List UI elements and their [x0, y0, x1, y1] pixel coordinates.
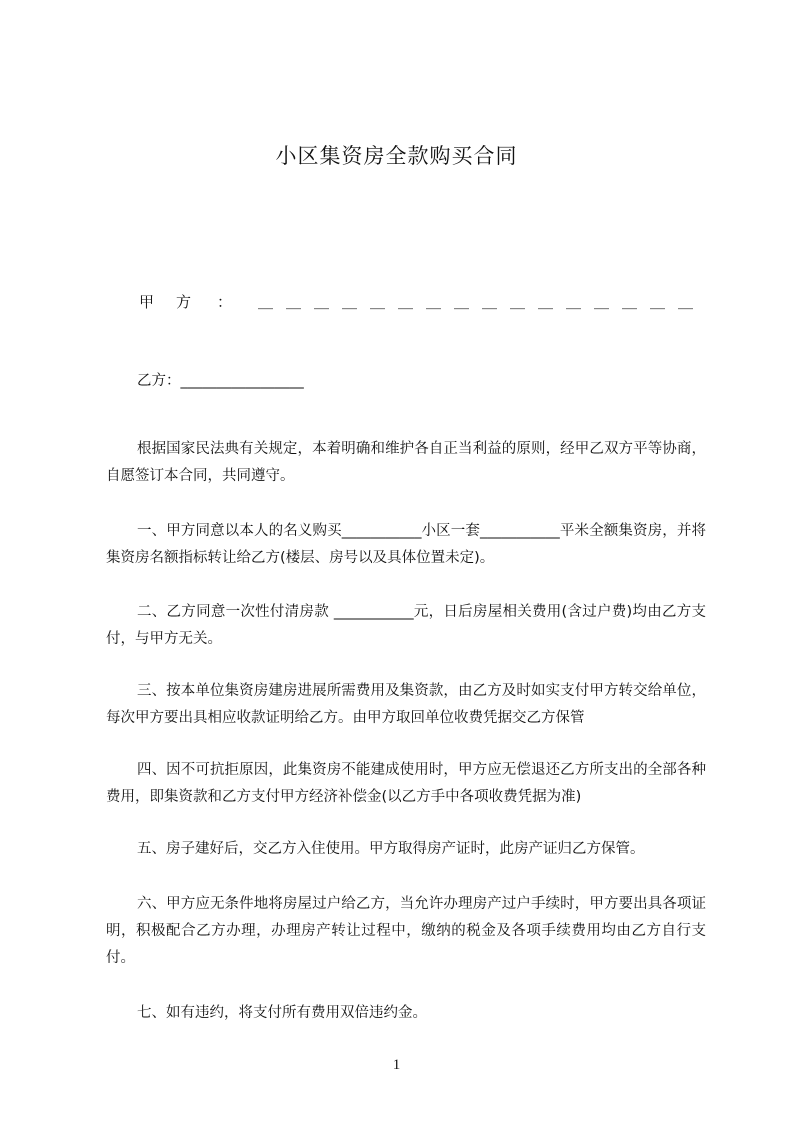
intro-paragraph: 根据国家民法典有关规定，本着明确和维护各自正当利益的原则，经甲乙双方平等协商，自愿签订本合同，共同遵守。 — [106, 440, 706, 484]
clause-6: 六、甲方应无条件地将房屋过户给乙方，当允许办理房产过户手续时，甲方要出具各项证明，积极配合乙方办理，办理房产转让过程中，缴纳的税金及各项手续费用均由乙方自行支付。 — [106, 895, 706, 966]
clause-1: 一、甲方同意以本人的名义购买___________小区一套___________平米全额集资房，并将集资房名额指标转让给乙方(楼层、房号以及具体位置未定)。 — [106, 522, 706, 566]
clause-5: 五、房子建好后，交乙方入住使用。甲方取得房产证时，此房产证归乙方保管。 — [137, 840, 645, 857]
clause-3: 三、按本单位集资房建房进展所需费用及集资款，由乙方及时如实支付甲方转交给单位，每次甲方要出具相应收款证明给乙方。由甲方取回单位收费凭据交乙方保管 — [106, 682, 706, 726]
clause-7: 七、如有违约，将支付所有费用双倍违约金。 — [137, 1004, 427, 1021]
party-a-colon: ： — [217, 293, 233, 311]
party-a-label: 甲方 — [139, 293, 214, 311]
page-number: 1 — [392, 1057, 401, 1073]
clause-2: 二、乙方同意一次性付清房款 ___________元，日后房屋相关费用(含过户费)均由乙方支付，与甲方无关。 — [106, 603, 706, 647]
party-a-blank: ＿＿＿＿＿＿＿＿＿＿＿＿＿＿＿＿ — [258, 293, 707, 311]
contract-title: 小区集资房全款购买合同 — [275, 144, 518, 168]
party-b-line: 乙方：_________________ — [137, 373, 304, 389]
party-a-line — [139, 291, 709, 313]
clause-4: 四、因不可抗拒原因，此集资房不能建成使用时，甲方应无偿退还乙方所支出的全部各种费用，即集资款和乙方支付甲方经济补偿金(以乙方手中各项收费凭据为准) — [106, 761, 706, 805]
